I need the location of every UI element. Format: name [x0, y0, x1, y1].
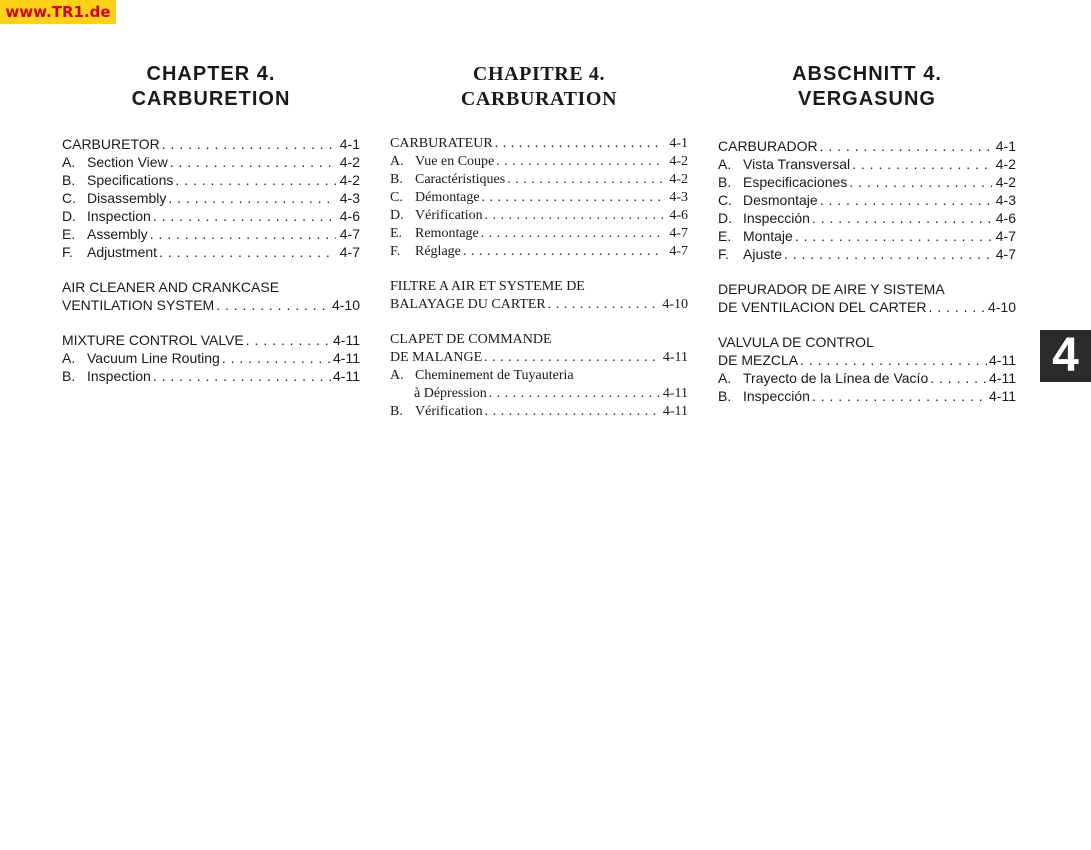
- toc-entry-letter: A.: [718, 370, 732, 386]
- toc-entry[interactable]: [718, 227, 1016, 245]
- toc-entry-letter: B.: [390, 404, 403, 419]
- toc-entry[interactable]: [62, 296, 360, 314]
- chapter-heading: [708, 62, 1026, 112]
- toc-entry-letter: F.: [62, 244, 73, 260]
- toc-entry-label: CARBURADOR: [718, 138, 818, 154]
- toc-entry[interactable]: [390, 153, 688, 171]
- toc-entry[interactable]: [390, 135, 688, 153]
- toc-entry-page: 4-11: [662, 404, 688, 419]
- toc-entry-letter: A.: [62, 154, 76, 170]
- leader-dots: [175, 171, 336, 189]
- toc-entry-letter: C.: [62, 190, 76, 206]
- leader-dots: [507, 171, 664, 189]
- toc-entry[interactable]: [62, 331, 360, 349]
- toc-entry-page: 4-10: [331, 297, 360, 313]
- toc-entry-letter: B.: [62, 172, 76, 188]
- toc-entry[interactable]: [718, 137, 1016, 155]
- toc-entry-label: Vacuum Line Routing: [87, 350, 220, 366]
- leader-dots: [784, 245, 992, 263]
- toc-entry[interactable]: [390, 367, 688, 385]
- toc-entry-page: 4-11: [333, 350, 360, 366]
- toc-entry-page: 4-3: [669, 190, 688, 205]
- toc-entry-page: 4-2: [339, 172, 360, 188]
- toc-entry-label: DE MEZCLA: [718, 352, 799, 368]
- toc-entry[interactable]: [390, 296, 688, 314]
- leader-dots: [216, 296, 330, 314]
- toc-entry-label: DE VENTILACION DEL CARTER: [718, 299, 927, 315]
- toc-entry[interactable]: [390, 171, 688, 189]
- toc-entry-label: CARBURETOR: [62, 136, 160, 152]
- toc-entry[interactable]: [62, 367, 360, 385]
- toc-entry-label: Vue en Coupe: [415, 154, 495, 169]
- toc-section-heading: VALVULA DE CONTROL: [718, 334, 874, 350]
- watermark-label: www.TR1.de: [0, 0, 116, 24]
- leader-dots: [495, 135, 664, 153]
- toc-entry-page: 4-11: [333, 368, 360, 384]
- toc-entry[interactable]: [390, 225, 688, 243]
- toc-entry[interactable]: [390, 207, 688, 225]
- leader-dots: [489, 385, 661, 403]
- chapter-heading: [52, 62, 370, 112]
- toc-list: [390, 135, 688, 421]
- toc-entry-letter: C.: [718, 192, 732, 208]
- leader-dots: [852, 155, 992, 173]
- toc-entry-label: à Dépression: [414, 386, 487, 401]
- toc-entry-label: MIXTURE CONTROL VALVE: [62, 332, 244, 348]
- leader-dots: [485, 207, 664, 225]
- toc-entry-letter: E.: [62, 226, 76, 242]
- toc-section-heading: FILTRE A AIR ET SYSTEME DE: [390, 279, 585, 294]
- leader-dots: [162, 135, 336, 153]
- toc-entry-page: 4-11: [989, 352, 1016, 368]
- leader-dots: [929, 298, 986, 316]
- toc-entry[interactable]: [62, 153, 360, 171]
- toc-entry-label: Desmontaje: [743, 192, 818, 208]
- toc-entry-page: 4-1: [339, 136, 360, 152]
- toc-entry-label: Remontage: [415, 226, 479, 241]
- leader-dots: [481, 225, 664, 243]
- leader-dots: [463, 243, 664, 261]
- toc-entry-label: Trayecto de la Línea de Vacío: [743, 370, 929, 386]
- toc-entry-letter: A.: [62, 350, 76, 366]
- chapter-tab-marker: 4: [1040, 330, 1091, 382]
- leader-dots: [150, 225, 336, 243]
- toc-entry-label: Inspección: [743, 388, 810, 404]
- leader-dots: [484, 349, 661, 367]
- toc-entry-letter: E.: [718, 228, 732, 244]
- toc-column-french: [390, 62, 688, 421]
- chapter-heading: [380, 62, 698, 112]
- toc-entry-label: Disassembly: [87, 190, 167, 206]
- toc-entry-page: 4-2: [995, 174, 1016, 190]
- toc-entry[interactable]: [718, 298, 1016, 316]
- toc-entry-page: 4-2: [995, 156, 1016, 172]
- toc-entry-page: 4-6: [669, 208, 688, 223]
- toc-entry-letter: A.: [390, 154, 404, 169]
- toc-entry-label: Inspection: [87, 208, 151, 224]
- toc-entry-letter: E.: [390, 226, 403, 241]
- toc-entry-label: Ajuste: [743, 246, 782, 262]
- toc-entry-label: Caractéristiques: [415, 172, 506, 187]
- chapter-title: ABSCHNITT 4.: [792, 63, 942, 85]
- leader-dots: [153, 207, 336, 225]
- toc-entry[interactable]: [62, 171, 360, 189]
- toc-entry-label: Vista Transversal: [743, 156, 851, 172]
- toc-entry[interactable]: [62, 189, 360, 207]
- toc-entry-page: 4-7: [995, 246, 1016, 262]
- toc-entry-page: 4-2: [669, 154, 688, 169]
- leader-dots: [496, 153, 664, 171]
- toc-entry-label: Adjustment: [87, 244, 158, 260]
- toc-column-english: [62, 62, 360, 385]
- leader-dots: [168, 189, 336, 207]
- toc-entry-label: Inspection: [87, 368, 151, 384]
- toc-entry-letter: B.: [390, 172, 403, 187]
- toc-entry-label: VENTILATION SYSTEM: [62, 297, 215, 313]
- toc-entry-page: 4-10: [662, 297, 688, 312]
- toc-entry-label: Specifications: [87, 172, 174, 188]
- toc-entry[interactable]: [718, 173, 1016, 191]
- chapter-subtitle: CARBURETION: [131, 88, 291, 110]
- toc-entry-page: 4-7: [339, 244, 360, 260]
- toc-entry[interactable]: [718, 245, 1016, 263]
- toc-entry-label: Section View: [87, 154, 168, 170]
- toc-entry[interactable]: [62, 243, 360, 261]
- toc-entry-page: 4-1: [995, 138, 1016, 154]
- leader-dots: [153, 367, 331, 385]
- toc-entry-page: 4-7: [669, 226, 688, 241]
- toc-entry-label: DE MALANGE: [390, 350, 483, 365]
- toc-entry-letter: A.: [390, 368, 404, 383]
- toc-entry-page: 4-3: [339, 190, 360, 206]
- toc-entry[interactable]: [718, 155, 1016, 173]
- toc-entry-page: 4-3: [995, 192, 1016, 208]
- toc-entry[interactable]: [390, 189, 688, 207]
- leader-dots: [820, 137, 992, 155]
- toc-entry-page: 4-11: [662, 386, 688, 401]
- toc-entry-label: Especificaciones: [743, 174, 848, 190]
- leader-dots: [930, 369, 987, 387]
- toc-entry[interactable]: [390, 385, 688, 403]
- chapter-subtitle: VERGASUNG: [798, 88, 936, 110]
- toc-entry-page: 4-7: [995, 228, 1016, 244]
- toc-entry-label: Cheminement de Tuyauteria: [415, 368, 574, 383]
- toc-entry-page: 4-10: [987, 299, 1016, 315]
- toc-entry[interactable]: [390, 349, 688, 367]
- toc-entry[interactable]: [718, 351, 1016, 369]
- toc-entry-label: Démontage: [415, 190, 480, 205]
- toc-section-heading: AIR CLEANER AND CRANKCASE: [62, 279, 280, 295]
- toc-entry-page: 4-11: [333, 332, 360, 348]
- toc-entry-page: 4-11: [989, 370, 1016, 386]
- toc-entry-label: CARBURATEUR: [390, 136, 493, 151]
- leader-dots: [820, 191, 992, 209]
- leader-dots: [849, 173, 992, 191]
- toc-entry-letter: B.: [718, 388, 732, 404]
- chapter-title: CHAPITRE 4.: [472, 63, 606, 85]
- toc-entry[interactable]: [718, 191, 1016, 209]
- leader-dots: [812, 209, 992, 227]
- toc-entry[interactable]: [390, 243, 688, 261]
- toc-entry-label: Inspección: [743, 210, 810, 226]
- toc-entry-page: 4-1: [669, 136, 688, 151]
- leader-dots: [246, 331, 331, 349]
- toc-entry[interactable]: [62, 349, 360, 367]
- toc-entry[interactable]: [718, 387, 1016, 405]
- toc-entry-page: 4-2: [339, 154, 360, 170]
- chapter-title: CHAPTER 4.: [146, 63, 276, 85]
- toc-entry-page: 4-11: [662, 350, 688, 365]
- leader-dots: [800, 351, 987, 369]
- toc-column-spanish: [718, 62, 1016, 405]
- toc-list: [62, 135, 360, 385]
- toc-entry-label: Montaje: [743, 228, 793, 244]
- toc-entry-letter: D.: [62, 208, 76, 224]
- toc-entry-label: BALAYAGE DU CARTER: [390, 297, 546, 312]
- leader-dots: [159, 243, 336, 261]
- toc-section-heading: DEPURADOR DE AIRE Y SISTEMA: [718, 281, 945, 297]
- leader-dots: [222, 349, 331, 367]
- toc-entry[interactable]: [390, 403, 688, 421]
- toc-entry-letter: D.: [390, 208, 404, 223]
- toc-entry[interactable]: [62, 207, 360, 225]
- toc-entry-label: Assembly: [87, 226, 148, 242]
- toc-entry-letter: C.: [390, 190, 403, 205]
- leader-dots: [795, 227, 992, 245]
- chapter-subtitle: CARBURATION: [460, 88, 618, 110]
- toc-entry[interactable]: [718, 369, 1016, 387]
- toc-entry-page: 4-6: [339, 208, 360, 224]
- toc-entry-letter: F.: [718, 246, 729, 262]
- toc-entry[interactable]: [718, 209, 1016, 227]
- toc-entry-label: Réglage: [415, 244, 461, 259]
- toc-entry-page: 4-7: [339, 226, 360, 242]
- toc-entry-letter: B.: [718, 174, 732, 190]
- toc-section-heading: CLAPET DE COMMANDE: [390, 332, 552, 347]
- leader-dots: [485, 403, 661, 421]
- toc-entry[interactable]: [62, 135, 360, 153]
- leader-dots: [548, 296, 661, 314]
- toc-entry-letter: D.: [718, 210, 732, 226]
- toc-entry-letter: A.: [718, 156, 732, 172]
- toc-entry-letter: F.: [390, 244, 401, 259]
- toc-entry-label: Vérification: [415, 404, 483, 419]
- toc-entry[interactable]: [62, 225, 360, 243]
- leader-dots: [170, 153, 336, 171]
- toc-list: [718, 137, 1016, 405]
- toc-entry-letter: B.: [62, 368, 76, 384]
- toc-entry-page: 4-2: [669, 172, 688, 187]
- toc-entry-page: 4-11: [989, 388, 1016, 404]
- leader-dots: [482, 189, 664, 207]
- leader-dots: [812, 387, 987, 405]
- toc-entry-page: 4-7: [669, 244, 688, 259]
- toc-entry-label: Vérification: [415, 208, 483, 223]
- toc-entry-page: 4-6: [995, 210, 1016, 226]
